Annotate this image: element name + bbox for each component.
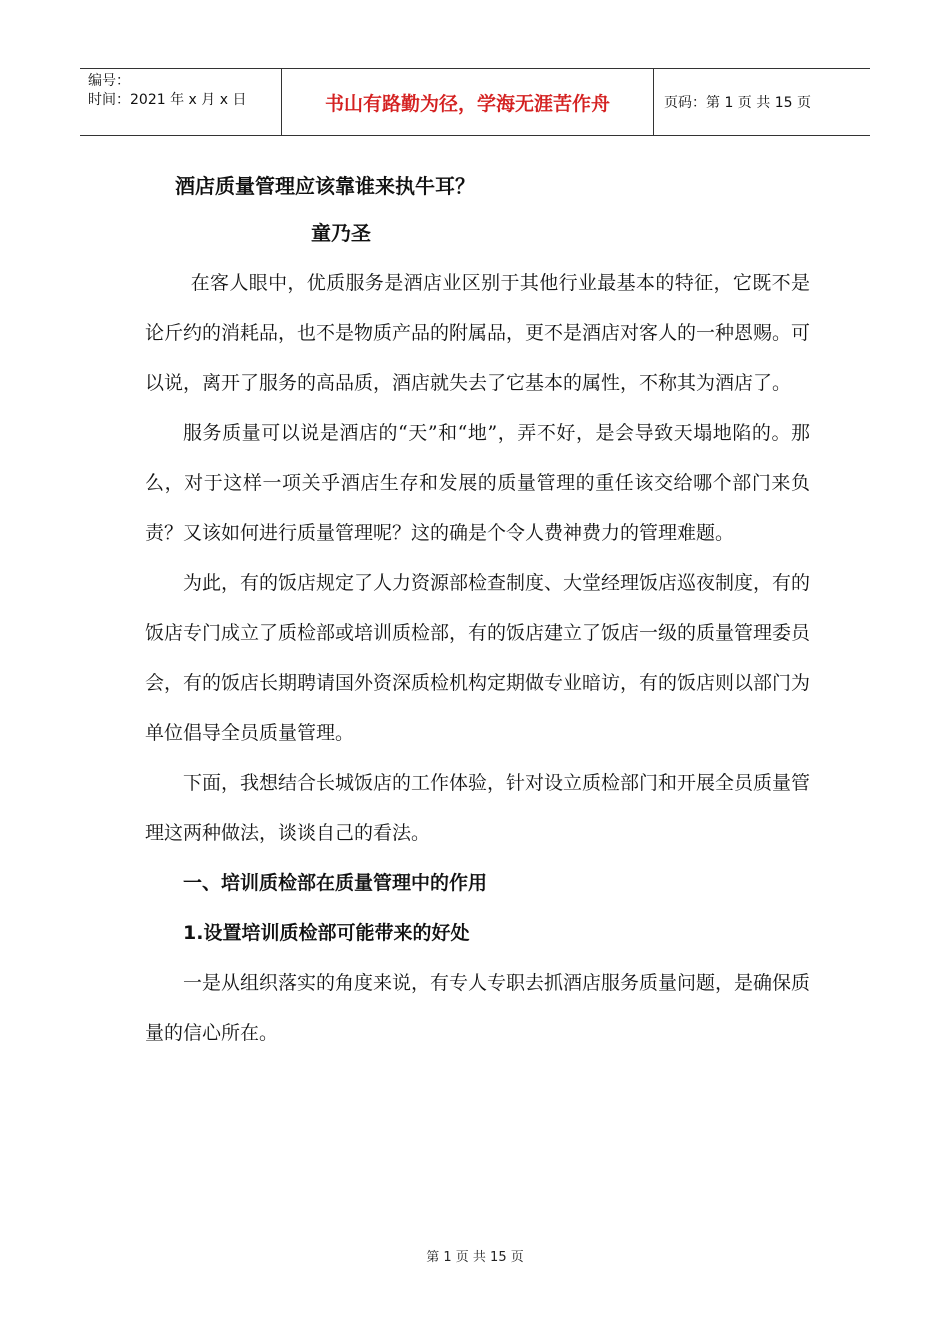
header-number-label: 编号：	[88, 73, 130, 89]
header-meta-cell	[80, 69, 282, 135]
paragraph: 在客人眼中，优质服务是酒店业区别于其他行业最基本的特征，它既不是论斤约的消耗品，也不是物质产品的附属品，更不是酒店对客人的一种恩赐。可以说，离开了服务的高品质，酒店就失去了它基本的属性，不称其为酒店了。	[145, 272, 811, 394]
paragraph: 一是从组织落实的角度来说，有专人专职去抓酒店服务质量问题，是确保质量的信心所在。	[145, 972, 811, 1044]
article-title: 酒店质量管理应该靠谁来执牛耳？	[175, 174, 475, 198]
header-motto: 书山有路勤为径，学海无涯苦作舟	[282, 69, 654, 135]
header-page-info: 页码：第 1 页 共 15 页	[664, 95, 811, 111]
section-heading: 一、培训质检部在质量管理中的作用	[183, 872, 488, 894]
subsection-heading: 1.设置培训质检部可能带来的好处	[183, 922, 470, 944]
paragraph: 下面，我想结合长城饭店的工作体验，针对设立质检部门和开展全员质量管理这两种做法，谈谈自己的看法。	[145, 772, 811, 844]
page-footer: 第 1 页 共 15 页	[426, 1250, 524, 1265]
paragraph: 为此，有的饭店规定了人力资源部检查制度、大堂经理饭店巡夜制度，有的饭店专门成立了质检部或培训质检部，有的饭店建立了饭店一级的质量管理委员会，有的饭店长期聘请国外资深质检机构定期做专业暗访，有的饭店则以部门为单位倡导全员质量管理。	[145, 572, 811, 744]
paragraph: 服务质量可以说是酒店的“天”和“地”，弄不好，是会导致天塌地陷的。那么，对于这样一项关乎酒店生存和发展的质量管理的重任该交给哪个部门来负责？又该如何进行质量管理呢？这的确是个令人费神费力的管理难题。	[145, 422, 810, 544]
header-time-label: 时间：2021 年 x 月 x 日	[88, 92, 247, 108]
article-body	[145, 164, 810, 1058]
article-author: 童乃圣	[311, 221, 371, 245]
document-header	[80, 68, 870, 136]
